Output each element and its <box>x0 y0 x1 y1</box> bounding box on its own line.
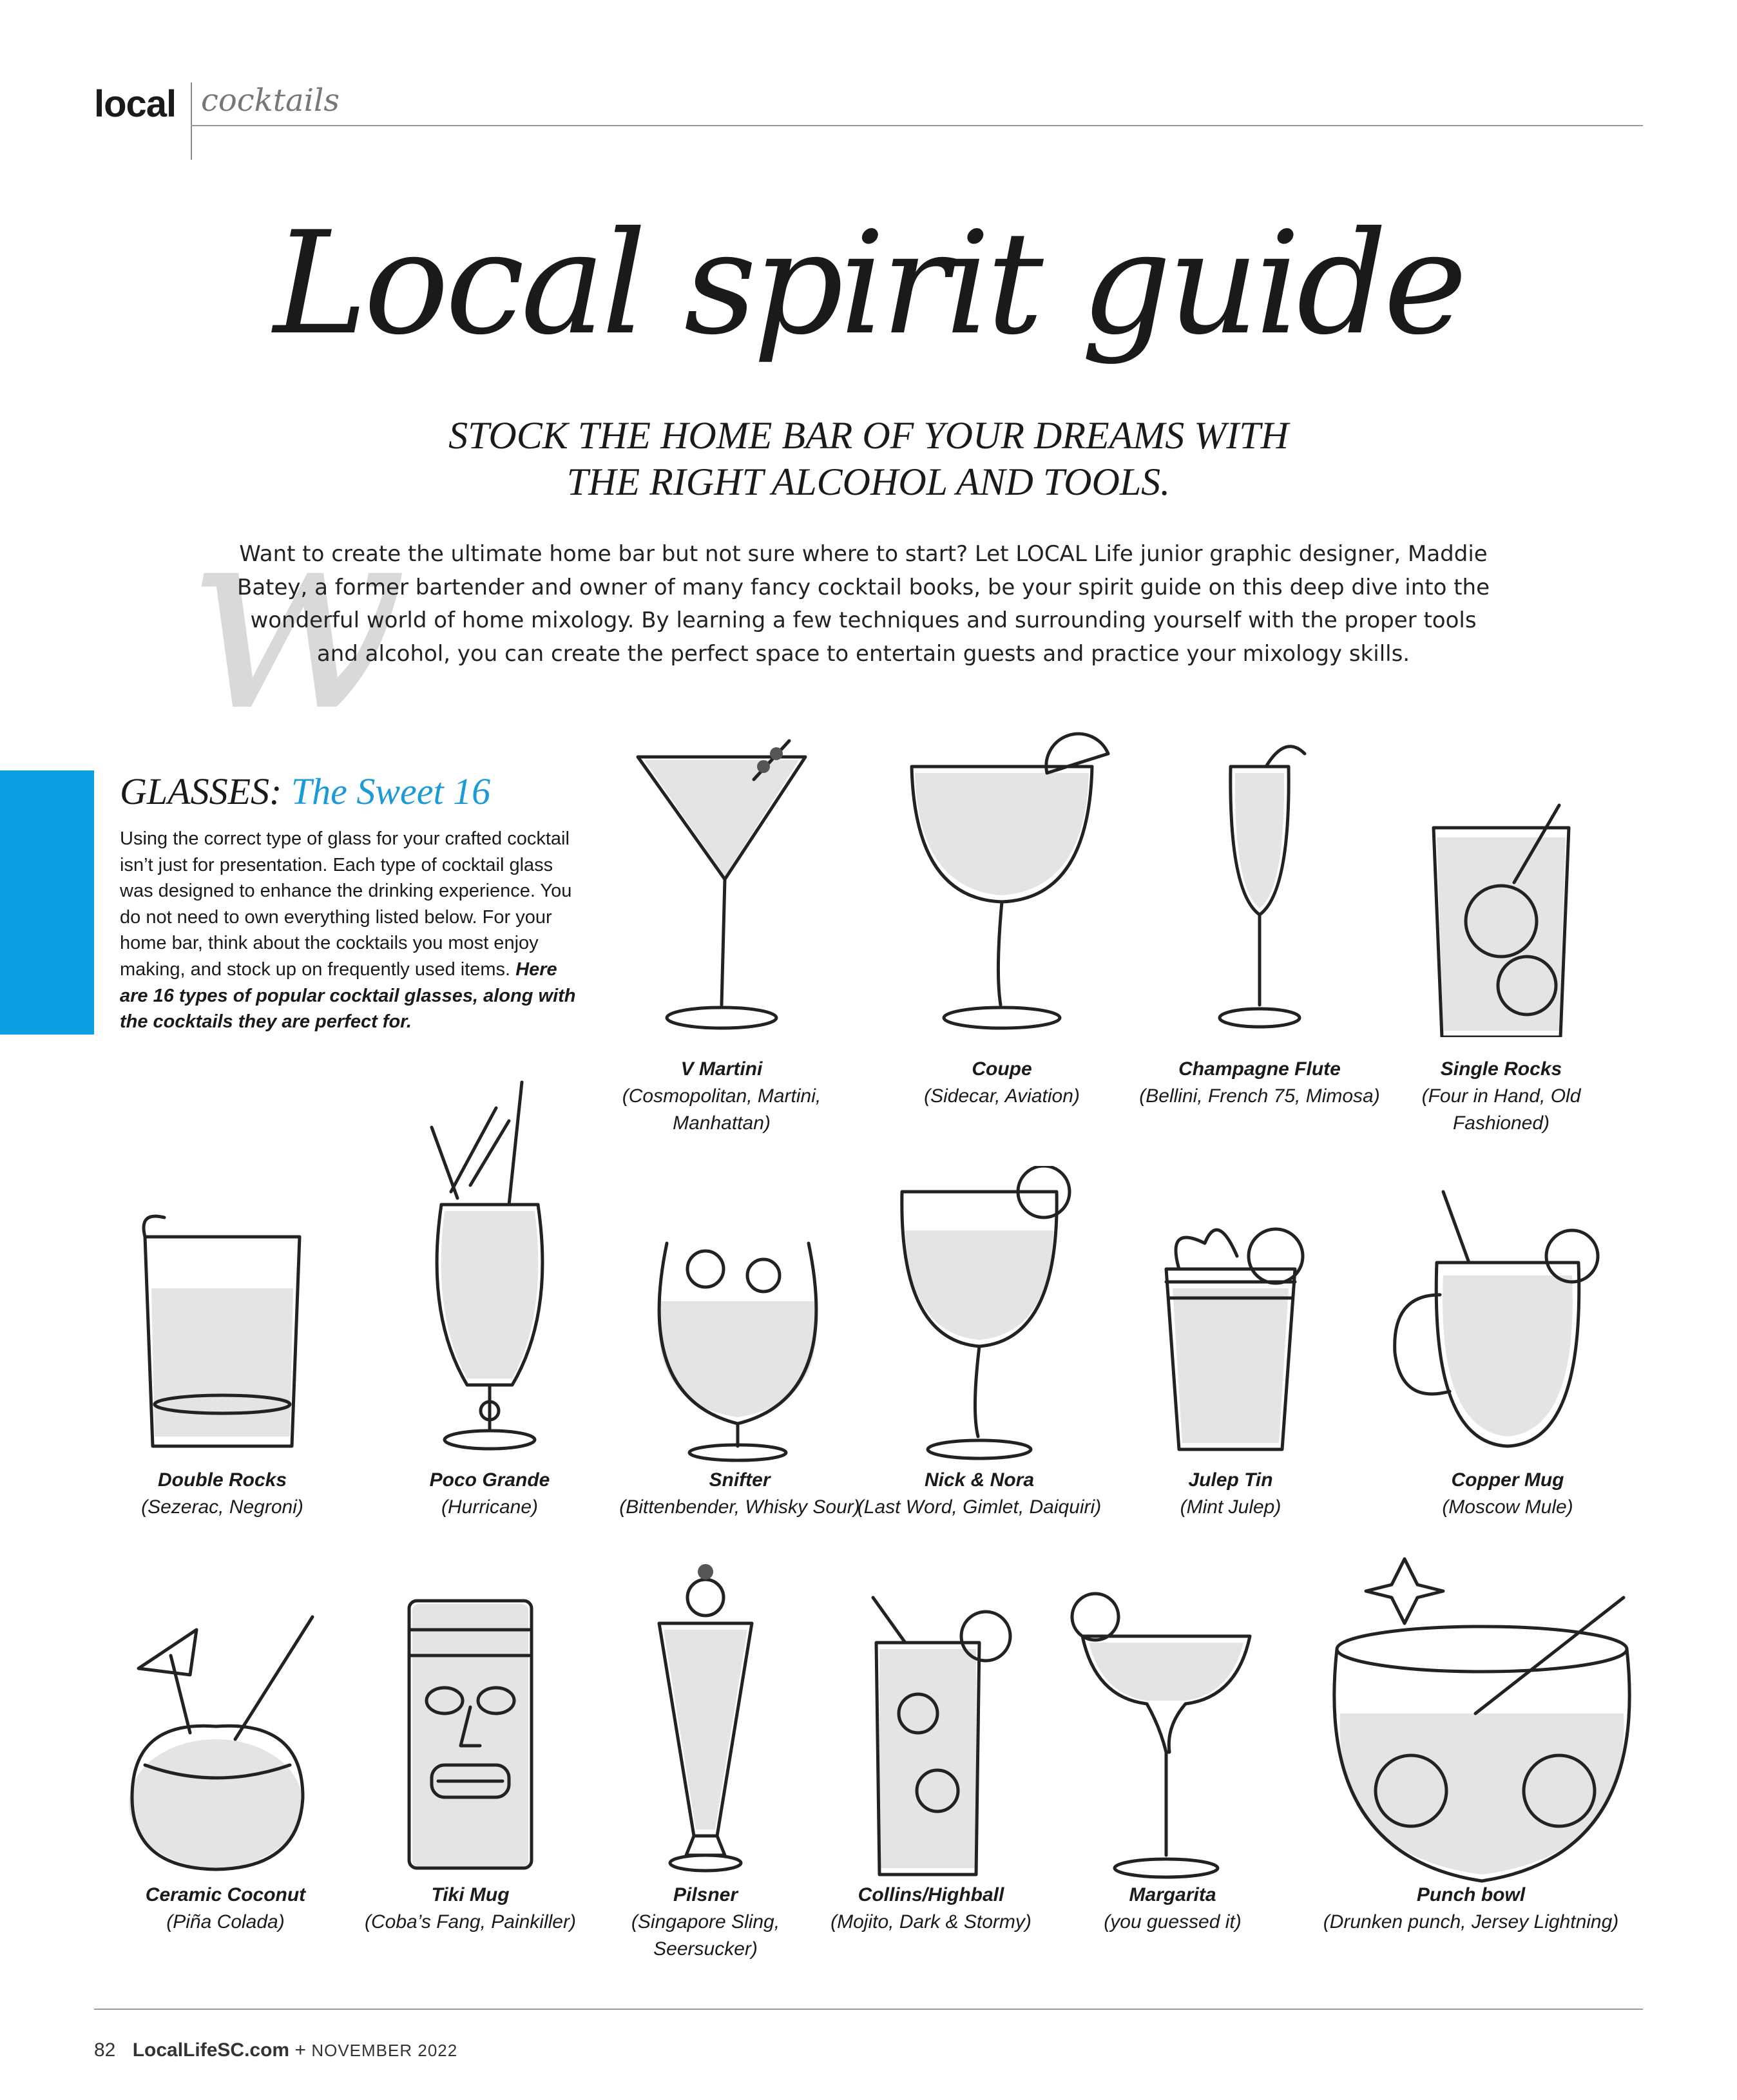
caption-punch-bowl <box>1303 1882 1638 1936</box>
glass-name: Double Rocks <box>157 1469 287 1491</box>
glass-drinks: (Cosmopolitan, Martini, Manhattan) <box>622 1085 821 1134</box>
glasses-body-bold: Here are 16 types of popular cocktail glasses, along with the cocktails they are perfect for. <box>120 959 576 1033</box>
glass-name: Ceramic Coconut <box>145 1884 306 1905</box>
header-divider <box>191 82 192 160</box>
caption-snifter <box>611 1467 869 1521</box>
glass-drinks: (Moscow Mule) <box>1442 1496 1573 1518</box>
single-rocks-illustration <box>1353 728 1649 1037</box>
glass-name: Tiki Mug <box>431 1884 510 1905</box>
glass-drinks: (Mojito, Dark & Stormy) <box>830 1911 1032 1933</box>
punch-bowl-illustration <box>1314 1546 1611 1894</box>
glass-drinks: (Bellini, French 75, Mimosa) <box>1139 1085 1380 1107</box>
page-title: Local spirit guide <box>273 201 1464 366</box>
header-rule <box>191 125 1643 126</box>
glass-drinks: (Singapore Sling, Seersucker) <box>631 1911 780 1960</box>
glass-drinks: (Bittenbender, Whisky Sour) <box>619 1496 860 1518</box>
copper-mug-illustration <box>1347 1185 1643 1456</box>
caption-single-rocks <box>1405 1056 1598 1137</box>
glass-name: Copper Mug <box>1451 1469 1564 1491</box>
glass-drinks: (Hurricane) <box>441 1496 539 1518</box>
footer-separator: + <box>294 2039 306 2061</box>
glass-name: Pilsner <box>673 1884 738 1905</box>
caption-tiki-mug <box>322 1882 619 1936</box>
glass-drinks: (Last Word, Gimlet, Daiquiri) <box>857 1496 1102 1518</box>
glass-name: Champagne Flute <box>1178 1058 1341 1080</box>
glass-name: Collins/Highball <box>858 1884 1004 1905</box>
section-label: cocktails <box>201 82 340 119</box>
glass-name: Single Rocks <box>1440 1058 1562 1080</box>
glass-name: V Martini <box>680 1058 763 1080</box>
caption-coupe <box>854 1056 1150 1110</box>
glasses-body: Using the correct type of glass for your crafted cocktail isn’t just for presentation. Each type of cocktail glass was designed to enhance the drinking experience. You do not need to own everything listed below. For your home bar, think about the cocktails you most enjoy making, and stock up on frequently used items. <box>120 828 572 980</box>
footer-site-link[interactable]: LocalLifeSC.com <box>132 2039 290 2061</box>
caption-collins-highball <box>815 1882 1047 1936</box>
footer-date: NOVEMBER 2022 <box>311 2041 458 2060</box>
julep-tin-illustration <box>1082 1211 1379 1456</box>
subtitle-line-2: THE RIGHT ALCOHOL AND TOOLS. <box>566 461 1171 503</box>
footer <box>94 2039 457 2061</box>
glasses-heading-prefix: GLASSES: <box>120 770 282 812</box>
footer-rule <box>94 2009 1643 2010</box>
coupe-illustration <box>854 728 1150 1037</box>
glass-drinks: (Drunken punch, Jersey Lightning) <box>1323 1911 1619 1933</box>
glass-drinks: (Coba’s Fang, Painkiller) <box>365 1911 576 1933</box>
glass-name: Poco Grande <box>429 1469 550 1491</box>
accent-bar <box>0 770 94 1035</box>
glass-drinks: (Sidecar, Aviation) <box>924 1085 1080 1107</box>
page-number: 82 <box>94 2039 116 2061</box>
subtitle-line-1: STOCK THE HOME BAR OF YOUR DREAMS WITH <box>448 414 1289 457</box>
v-martini-illustration <box>573 728 870 1037</box>
caption-double-rocks <box>74 1467 370 1521</box>
margarita-illustration <box>1018 1585 1314 1881</box>
glass-drinks: (Sezerac, Negroni) <box>141 1496 303 1518</box>
glasses-heading <box>120 770 490 813</box>
drop-cap: w <box>187 468 408 768</box>
caption-poco-grande <box>341 1467 638 1521</box>
caption-champagne-flute <box>1111 1056 1408 1110</box>
glass-drinks: (Four in Hand, Old Fashioned) <box>1421 1085 1581 1134</box>
glass-name: Nick & Nora <box>924 1469 1035 1491</box>
glasses-description <box>120 826 584 1035</box>
glass-drinks: (Piña Colada) <box>166 1911 285 1933</box>
glass-name: Punch bowl <box>1416 1884 1526 1905</box>
glass-name: Coupe <box>972 1058 1032 1080</box>
double-rocks-illustration <box>74 1211 370 1456</box>
caption-pilsner <box>615 1882 796 1963</box>
caption-copper-mug <box>1359 1467 1656 1521</box>
glasses-heading-accent: The Sweet 16 <box>291 770 491 812</box>
caption-julep-tin <box>1082 1467 1379 1521</box>
intro-paragraph: Want to create the ultimate home bar but not sure where to start? Let LOCAL Life junior graphic designer, Maddie Batey, a former bartender and owner of many fancy cocktail books, be your spirit guide on this deep dive into the wonderful world of home mixology. By learning a few techniques and surrounding yourself with the proper tools and alcohol, you can create the perfect space to entertain guests and practice your mixology skills. <box>237 541 1490 667</box>
glass-drinks: (you guessed it) <box>1104 1911 1242 1933</box>
glass-name: Margarita <box>1129 1884 1216 1905</box>
brand-logo: local <box>94 83 177 125</box>
glass-name: Snifter <box>709 1469 771 1491</box>
glass-drinks: (Mint Julep) <box>1180 1496 1281 1518</box>
glass-name: Julep Tin <box>1188 1469 1273 1491</box>
caption-margarita <box>1024 1882 1321 1936</box>
caption-nick-and-nora <box>857 1467 1102 1521</box>
